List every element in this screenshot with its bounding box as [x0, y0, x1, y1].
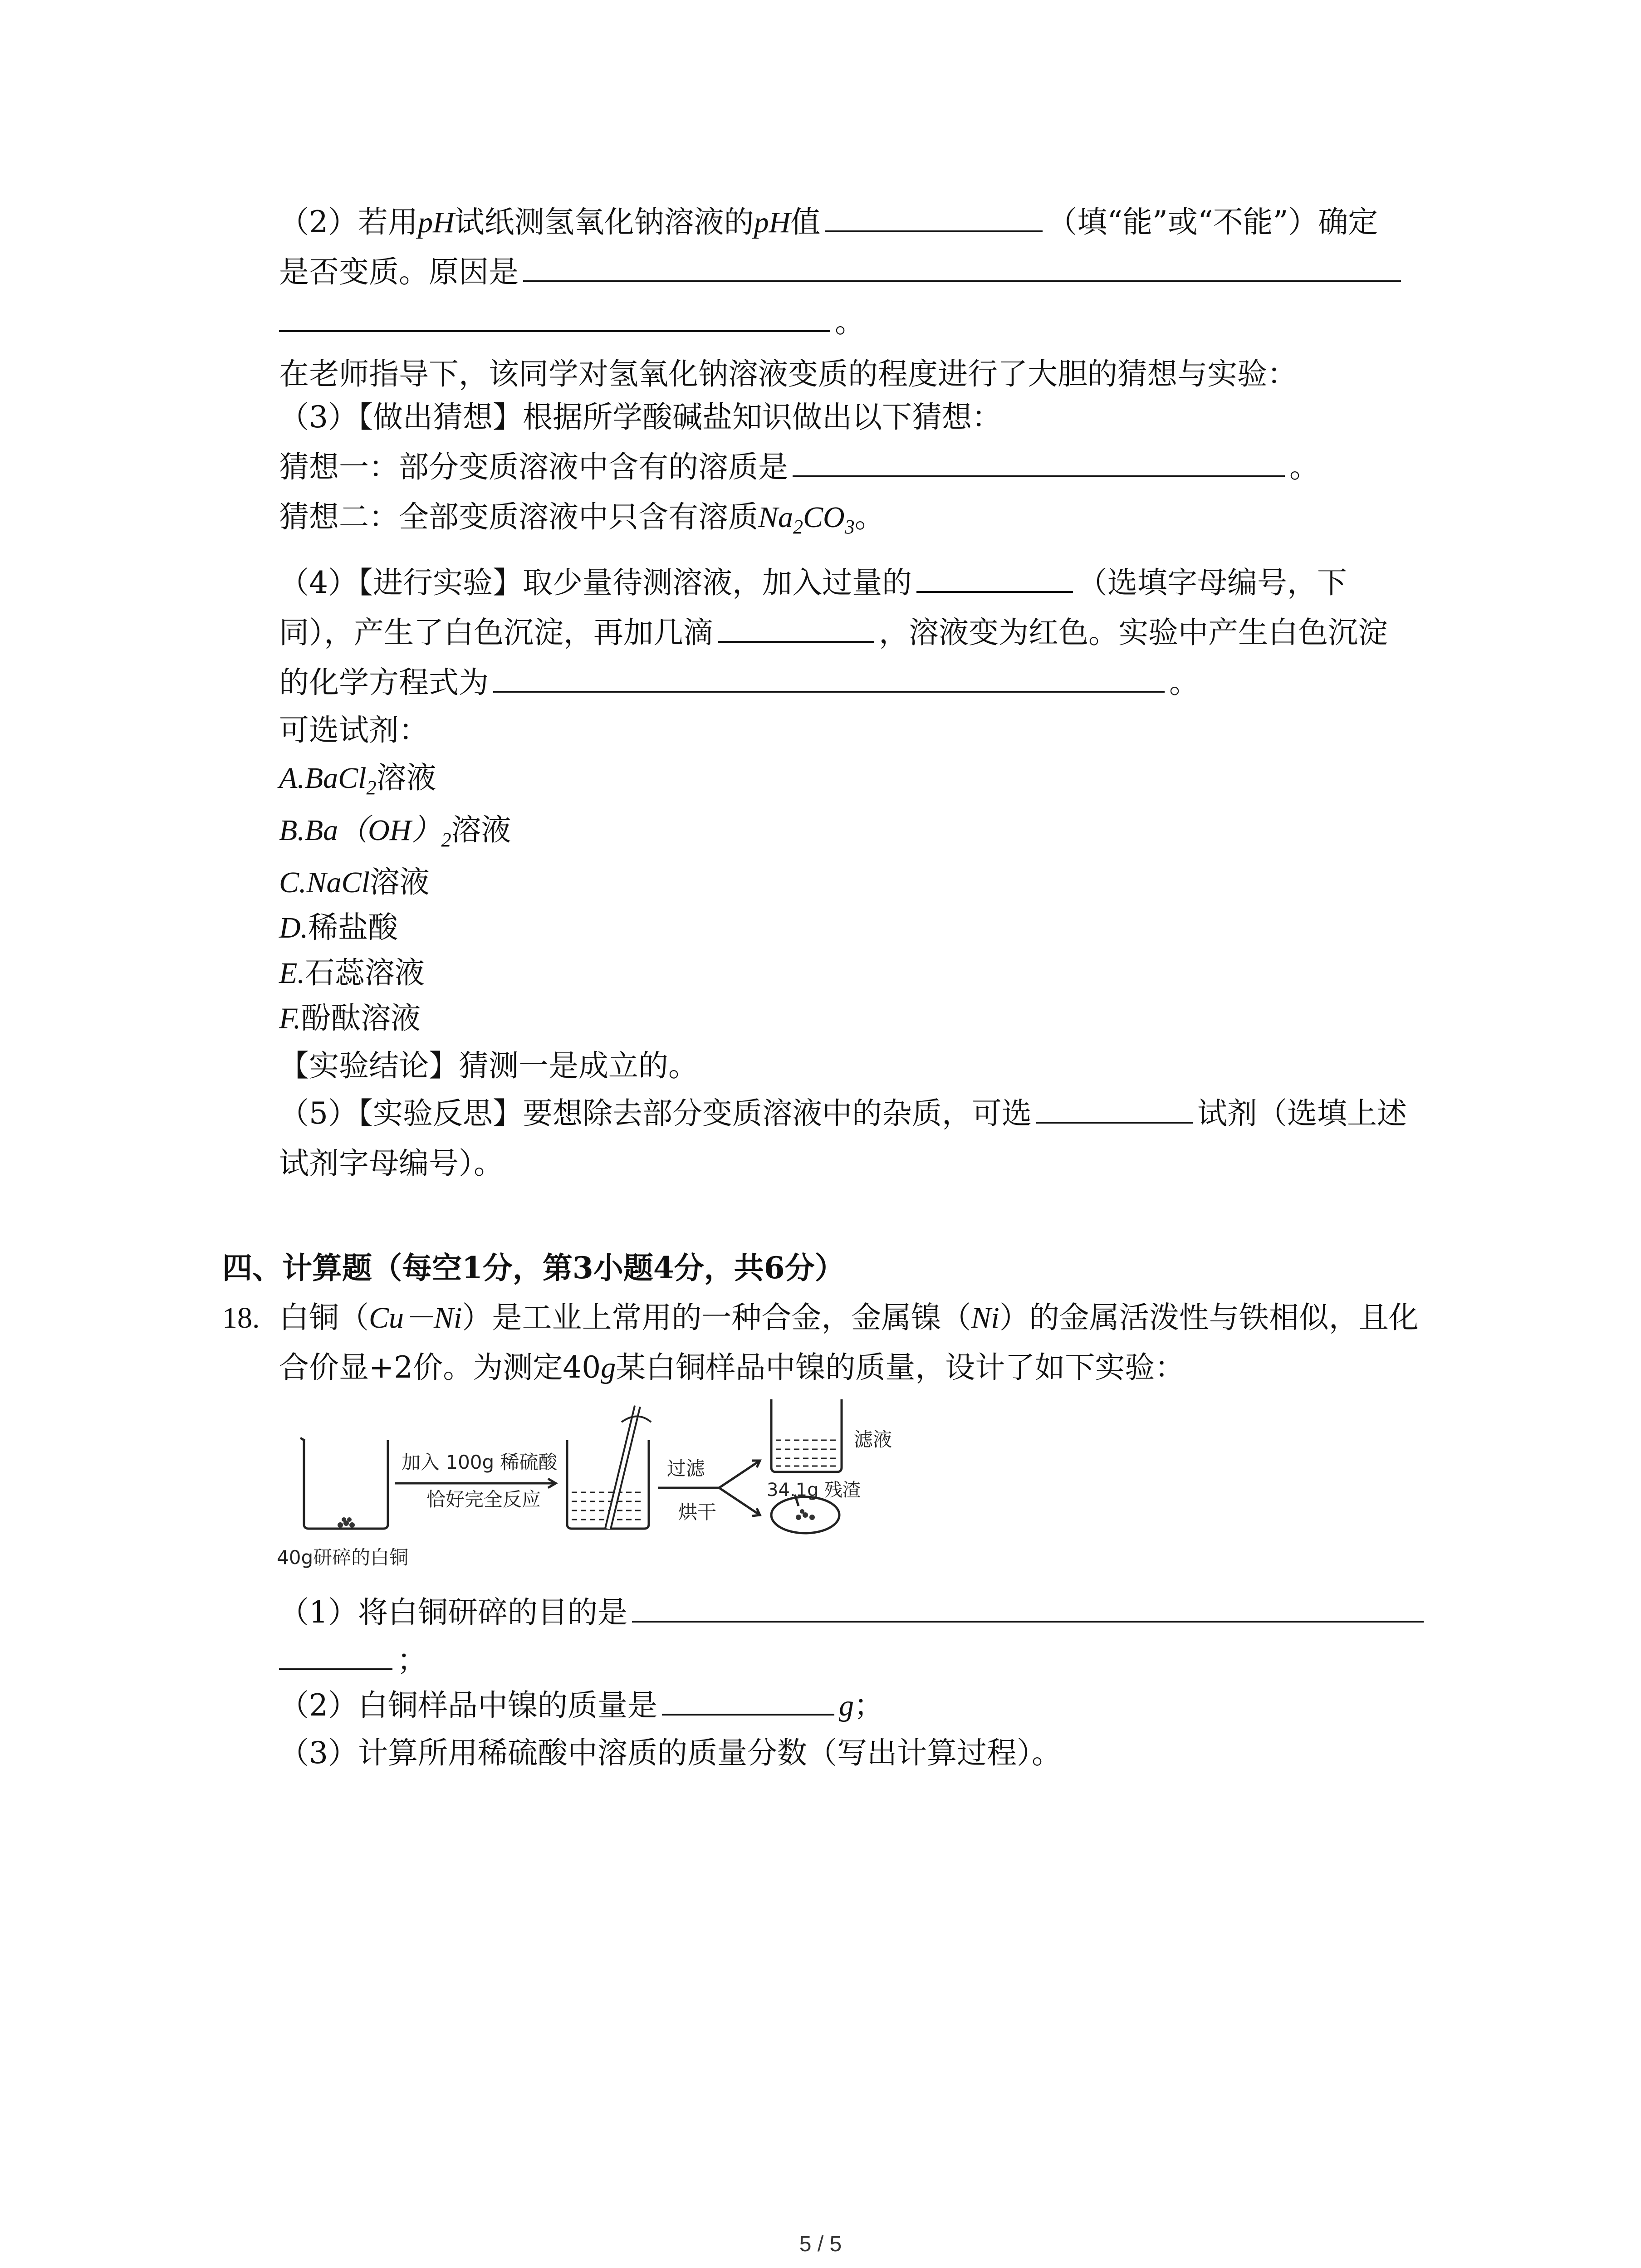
q4-text: （4）【进行实验】取少量待测溶液，加入过量的 [279, 565, 912, 600]
q5-text: （5）【实验反思】要想除去部分变质溶液中的杂质，可选 [279, 1096, 1032, 1131]
answer-blank-q4-equation[interactable] [493, 663, 1165, 693]
q4-text: 的化学方程式为 [279, 665, 489, 700]
q18-line-1: 18. 白铜（Cu－Ni）是工业上常用的一种合金，金属镍（Ni）的金属活泼性与铁相似，且化 [222, 1295, 1419, 1340]
label-filter: 过滤 [667, 1457, 705, 1480]
answer-blank-q4-reagent2[interactable] [718, 613, 874, 643]
q4-text: ，溶液变为红色。实验中产生白色沉淀 [879, 615, 1388, 650]
experiment-diagram [272, 1397, 916, 1588]
q18-sub-1: （1）将白铜研碎的目的是 [279, 1590, 1428, 1635]
beaker-icon [304, 1440, 388, 1529]
label-filtrate: 滤液 [854, 1428, 892, 1451]
label-residue: 34.1g 残渣 [767, 1480, 861, 1501]
answer-blank-q2-reason[interactable] [523, 252, 1401, 282]
option-a: A.BaCl$_2$溶液 [279, 760, 436, 799]
q3-guess-1 [279, 445, 1319, 490]
q2-text: 值 [790, 205, 821, 240]
period: 。 [1289, 450, 1319, 484]
q4-line-2 [279, 610, 1388, 655]
option-b: $B.Ba(OH)_2$溶液 [279, 812, 511, 851]
q2-text: 是否变质。原因是 [279, 254, 519, 289]
option-d: D.稀盐酸 [279, 910, 398, 945]
ph-term: pH [754, 206, 791, 239]
question-number: 18. [222, 1301, 260, 1334]
answer-blank-q18-1-cont[interactable] [279, 1640, 392, 1670]
guess2-text: 猜想二：全部变质溶液中只含有溶质 [279, 499, 758, 534]
experiment-conclusion: 【实验结论】猜测一是成立的。 [279, 1048, 698, 1083]
label-react: 恰好完全反应 [426, 1488, 541, 1510]
q3-title: （3）【做出猜想】根据所学酸碱盐知识做出以下猜想： [279, 400, 1002, 435]
q5-line-2: 试剂字母编号）。 [279, 1146, 504, 1181]
q4-text: （选填字母编号，下 [1078, 565, 1347, 600]
reagents-title: 可选试剂： [279, 713, 429, 748]
q18-sub-1-cont: ； [279, 1637, 427, 1683]
answer-blank-q4-reagent1[interactable] [916, 563, 1073, 593]
q4-line-3 [279, 660, 1199, 705]
page-number: 5 / 5 [799, 2232, 842, 2256]
answer-blank-q18-1[interactable] [632, 1593, 1424, 1623]
label-sample: 40g研碎的白铜 [277, 1546, 409, 1569]
label-add-acid: 加入 100g 稀硫酸 [402, 1451, 558, 1473]
beaker-icon [771, 1399, 842, 1472]
sample-pieces-icon [338, 1509, 815, 1528]
answer-blank-q2-can[interactable] [825, 202, 1043, 232]
guess1-text: 猜想一：部分变质溶液中含有的溶质是 [279, 450, 788, 484]
option-c: C.NaCl溶液 [279, 865, 430, 899]
q5-text: 试剂（选填上述 [1197, 1096, 1407, 1131]
q2-text: 试纸测氢氧化钠溶液的 [454, 205, 754, 240]
period: 。 [1169, 665, 1199, 700]
answer-blank-guess1[interactable] [793, 447, 1285, 477]
section-4-title: 四、计算题（每空1分，第3小题4分，共6分） [222, 1250, 845, 1286]
q4-line-1 [279, 560, 1347, 606]
q3-guess-2 [279, 494, 885, 540]
q2-line-1 [279, 200, 1378, 245]
q2-line-2 [279, 249, 1406, 295]
q18-sub-3: （3）计算所用稀硫酸中溶质的质量分数（写出计算过程）。 [279, 1735, 1062, 1770]
formula-cu-ni: Cu－Ni [369, 1301, 462, 1334]
q18-line-2: 合价显+2价。为测定40g某白铜样品中镍的质量，设计了如下实验： [279, 1350, 1185, 1385]
q18-sub-2: （2）白铜样品中镍的质量是 g； [279, 1683, 884, 1728]
option-e: E.石蕊溶液 [279, 955, 425, 990]
q5-line-1 [279, 1091, 1407, 1136]
intro-text: 在老师指导下，该同学对氢氧化钠溶液变质的程度进行了大胆的猜想与实验： [279, 357, 1297, 391]
q4-text: 同），产生了白色沉淀，再加几滴 [279, 615, 713, 650]
option-f: F.酚酞溶液 [279, 1001, 421, 1036]
period: 。 [835, 304, 865, 339]
formula-na2co3: $Na_2CO_3$ [758, 501, 855, 538]
ph-term: pH [418, 206, 455, 239]
filtrate-icon [776, 1440, 837, 1466]
answer-blank-q2-reason-cont[interactable] [279, 302, 830, 332]
q2-text: （2）若用 [279, 205, 418, 240]
q2-text: （填“能”或“不能”）确定 [1047, 205, 1378, 240]
label-dry: 烘干 [678, 1501, 717, 1523]
answer-blank-q5[interactable] [1036, 1094, 1193, 1124]
q2-line-3 [279, 299, 865, 345]
period: 。 [854, 499, 885, 534]
answer-blank-q18-2[interactable] [662, 1686, 834, 1716]
